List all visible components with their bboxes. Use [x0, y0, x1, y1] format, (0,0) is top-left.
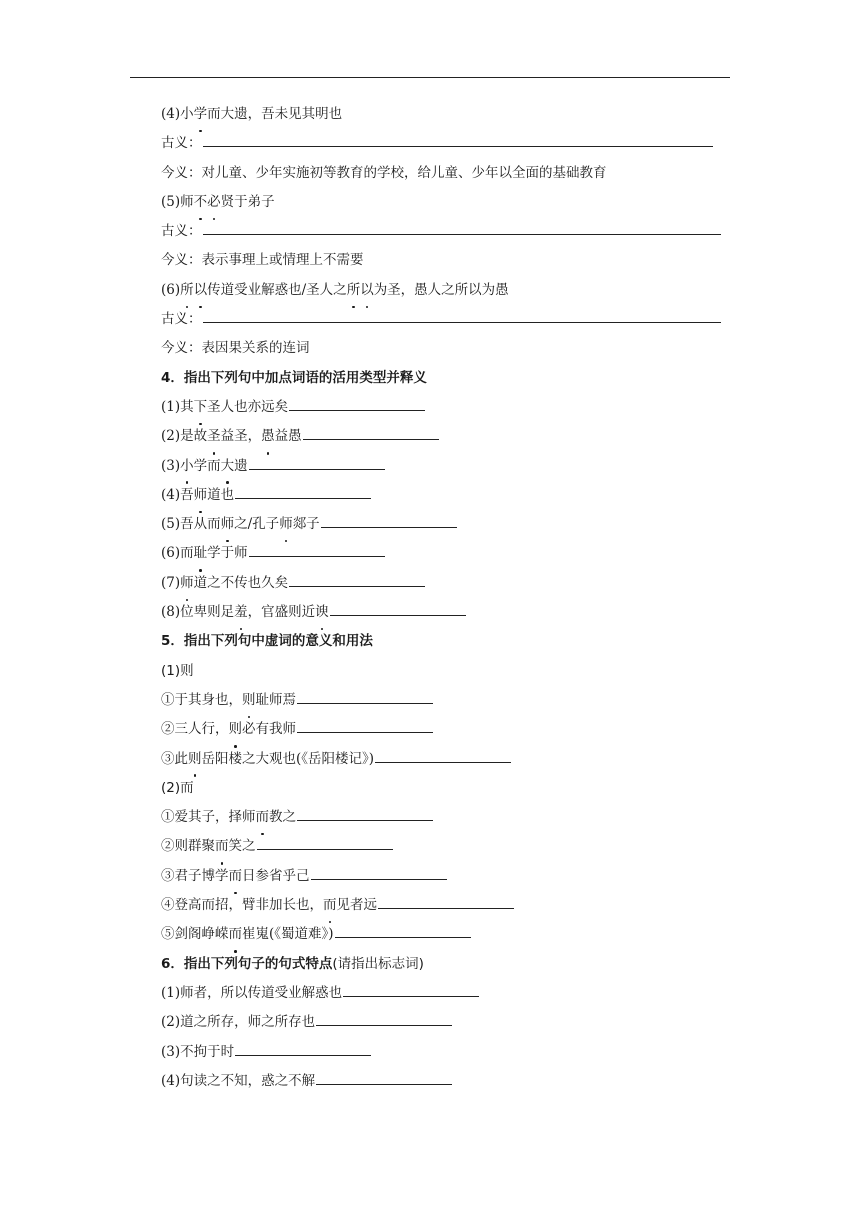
answer-blank[interactable]: [343, 995, 479, 997]
line-text: 为圣，愚人之所以为愚: [373, 281, 509, 298]
line-text: 《岳阳楼记》: [301, 750, 369, 767]
answer-blank[interactable]: [235, 497, 371, 499]
dotted-character: 而: [229, 862, 243, 891]
line-text: (1)其: [161, 398, 194, 415]
dotted-character: 所: [347, 276, 361, 305]
dotted-character: 而: [215, 832, 229, 861]
answer-blank[interactable]: [203, 145, 713, 147]
answer-blank[interactable]: [249, 555, 385, 557]
dotted-character: 师: [180, 569, 194, 598]
line-text: 学于师: [207, 545, 248, 562]
worksheet-line: [161, 803, 741, 832]
line-text: 必有我师: [242, 721, 296, 738]
line-text: 之/孔子: [234, 516, 280, 533]
line-text: 古义：: [161, 135, 202, 152]
line-text: (7): [161, 574, 181, 591]
line-text: 日参省乎己: [242, 867, 310, 884]
dotted-character: 则: [229, 715, 243, 744]
answer-blank[interactable]: [297, 731, 433, 733]
answer-blank[interactable]: [289, 409, 425, 411]
worksheet-line: [161, 334, 741, 363]
worksheet-line: [161, 159, 741, 188]
line-text: ③此: [161, 750, 188, 767]
line-text: ②则群聚: [161, 838, 215, 855]
answer-blank[interactable]: [311, 878, 447, 880]
line-text: (2)而: [161, 779, 194, 796]
line-text: ③君子博学: [161, 867, 229, 884]
line-text: 郯子: [292, 516, 320, 533]
worksheet-line: [161, 891, 741, 920]
line-text: 崔嵬(: [242, 926, 275, 943]
dotted-character: 圣: [207, 422, 221, 451]
dotted-character: 以: [360, 276, 374, 305]
header-rule: [130, 77, 730, 78]
dotted-character: 以: [194, 276, 208, 305]
worksheet-line: [161, 569, 741, 598]
dotted-character: 师: [279, 510, 293, 539]
dotted-character: 小: [180, 452, 194, 481]
line-text: 古义：: [161, 223, 202, 240]
line-text: (1)师者，所以传道受业解惑也: [161, 984, 343, 1001]
dotted-character: 必: [207, 188, 221, 217]
line-text: (3): [161, 457, 181, 474]
dotted-character: 不: [194, 188, 208, 217]
answer-blank[interactable]: [297, 702, 433, 704]
answer-blank[interactable]: [203, 321, 721, 323]
answer-blank[interactable]: [378, 907, 514, 909]
worksheet-line: [161, 832, 741, 861]
line-text: ②三人行，: [161, 721, 229, 738]
line-text: 贤于弟子: [220, 193, 275, 210]
line-text: 益愚: [274, 428, 302, 445]
dotted-character: 而: [256, 803, 270, 832]
worksheet-line: [161, 774, 741, 803]
answer-blank[interactable]: [330, 614, 466, 616]
dotted-character: 羞: [234, 598, 248, 627]
line-text: (2)是故: [161, 428, 208, 445]
line-text: (6): [161, 281, 181, 298]
line-text: 今义：对儿童、少年实施初等教育的学校，给儿童、少年以全面的基础教育: [161, 164, 607, 181]
worksheet-line: [161, 657, 741, 686]
line-text: 益圣，: [220, 428, 262, 445]
line-text: (5)师: [161, 193, 194, 210]
dotted-character: 而: [323, 891, 337, 920]
line-text: 6．指出下列句子的句式特点: [161, 955, 333, 972]
line-text: 《蜀道难》: [274, 926, 329, 943]
dotted-character: 大: [221, 452, 235, 481]
worksheet-line: [161, 305, 741, 334]
worksheet-line: [161, 715, 741, 744]
line-text: 耻师焉: [255, 691, 296, 708]
line-text: ): [368, 750, 375, 767]
worksheet-line: [161, 246, 741, 275]
worksheet-line: [161, 188, 741, 217]
line-text: (5)吾从而: [161, 516, 221, 533]
line-text: 道之不传也久矣: [193, 574, 289, 591]
answer-blank[interactable]: [335, 936, 471, 938]
worksheet-line: [161, 393, 741, 422]
worksheet-line: [161, 979, 741, 1008]
dotted-character: 则: [188, 745, 202, 774]
line-text: (请指出标志词): [332, 955, 424, 972]
line-text: 学而: [193, 457, 221, 474]
answer-blank[interactable]: [257, 848, 393, 850]
line-text: ①爱其子，择师: [161, 809, 256, 826]
dotted-character: 而: [229, 920, 243, 949]
line-text: 教之: [269, 809, 296, 826]
answer-blank[interactable]: [203, 233, 721, 235]
line-text: 岳阳楼之大观也(: [201, 750, 302, 767]
worksheet-line: [161, 510, 741, 539]
line-text: 古义：: [161, 311, 202, 328]
worksheet-line: [161, 481, 741, 510]
line-text: (4)小: [161, 106, 194, 122]
answer-blank[interactable]: [321, 526, 457, 528]
worksheet-line: [161, 1038, 741, 1067]
line-text: 道也: [207, 486, 235, 503]
line-text: 笑之: [228, 838, 256, 855]
dotted-character: 谀: [315, 598, 329, 627]
line-text: 今义：表示事理上或情理上不需要: [161, 252, 364, 269]
answer-blank[interactable]: [297, 819, 433, 821]
line-text: ): [328, 926, 334, 943]
line-text: 遗: [234, 457, 248, 474]
dotted-character: 所: [180, 276, 194, 305]
worksheet-line: [161, 686, 741, 715]
line-text: ①于其身也，: [161, 691, 242, 708]
dotted-character: 师: [194, 481, 208, 510]
line-text: 而大遗，吾未见其明也: [207, 106, 343, 122]
line-text: (2)道之所存，师之所存也: [161, 1014, 316, 1031]
line-text: (4)句读之不知，惑之不解: [161, 1072, 316, 1089]
line-text: (4)吾: [161, 486, 194, 503]
line-text: ，官盛则近: [247, 604, 316, 621]
worksheet-line: [161, 920, 741, 949]
line-text: 今义：表因果关系的连词: [161, 340, 310, 357]
line-text: 4．指出下列句中加点词语的活用类型并释义: [161, 369, 427, 386]
answer-blank[interactable]: [316, 1024, 452, 1026]
dotted-character: 耻: [194, 539, 208, 568]
dotted-character: 则: [242, 686, 256, 715]
section-heading: [161, 627, 741, 656]
worksheet-line: [161, 276, 741, 305]
dotted-character: 愚: [261, 422, 275, 451]
worksheet-line: [161, 1067, 741, 1096]
line-text: (1)则: [161, 662, 194, 679]
line-text: ⑤剑阁峥嵘: [161, 926, 229, 943]
answer-blank[interactable]: [316, 1083, 452, 1085]
section-heading: [161, 364, 741, 393]
worksheet-line: [161, 452, 741, 481]
line-text: (6)而: [161, 545, 194, 562]
answer-blank[interactable]: [303, 438, 439, 440]
section-heading: [161, 950, 741, 979]
worksheet-line: [161, 129, 741, 158]
answer-blank[interactable]: [289, 585, 425, 587]
answer-blank[interactable]: [235, 1054, 371, 1056]
answer-blank[interactable]: [249, 468, 385, 470]
line-text: ④登高而招，臂非加长也，: [161, 897, 323, 914]
dotted-character: 下: [194, 393, 208, 422]
dotted-character: 师: [221, 510, 235, 539]
line-text: 5．指出下列句中虚词的意义和用法: [161, 633, 373, 650]
worksheet-line: [161, 422, 741, 451]
worksheet-body: [161, 100, 741, 1096]
dotted-character: 学: [194, 100, 208, 129]
worksheet-line: [161, 217, 741, 246]
worksheet-line: [161, 539, 741, 568]
line-text: (8)位卑则足: [161, 604, 235, 621]
answer-blank[interactable]: [375, 761, 511, 763]
worksheet-line: [161, 100, 741, 129]
line-text: 圣人也亦远矣: [207, 398, 289, 415]
worksheet-line: [161, 1008, 741, 1037]
line-text: (3)不拘于时: [161, 1043, 235, 1060]
worksheet-line: [161, 598, 741, 627]
worksheet-line: [161, 745, 741, 774]
line-text: 传道受业解惑也/圣人之: [207, 281, 347, 298]
worksheet-line: [161, 862, 741, 891]
line-text: 见者远: [336, 897, 377, 914]
